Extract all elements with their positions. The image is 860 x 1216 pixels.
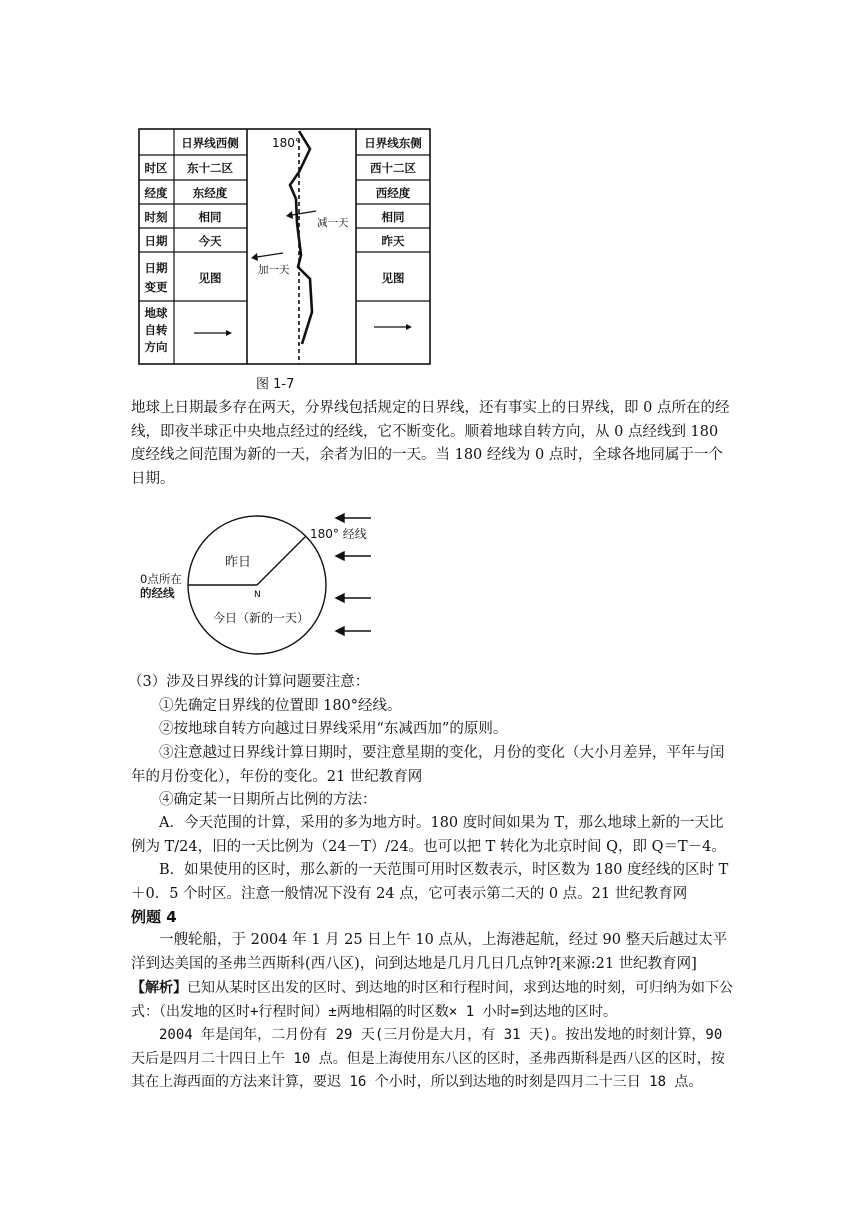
note-item-2: ②按地球自转方向越过日界线采用“东减西加”的原则。 — [159, 721, 508, 737]
note-item-3: ③注意越过日界线计算日期时，要注意星期的变化，月份的变化（大小月差异，平年与闰年的月份变化），年份的变化。21 世纪教育网 — [131, 745, 725, 785]
row-label-time: 时刻 — [144, 210, 168, 224]
example-answer: 2004 年是闰年，二月份有 29 天(三月份是大月，有 31 天)。按出发地的时刻计算，90 天后是四月二十四日上午 10 点。但是上海使用东八区的区时，圣弗西斯科是西八区的区时，按其在上海西面的方法来计算，要迟 16 个小时，所以到达地的时刻是四月二十三日 18 点。 — [131, 1027, 725, 1091]
row-label-rotation — [145, 306, 168, 354]
east-timezone: 西十二区 — [370, 161, 416, 175]
row-label-date-change — [145, 261, 168, 294]
example-analysis — [131, 977, 737, 1024]
analysis-text: 已知从某时区出发的区时、到达地的时区和行程时间，求到达地的时刻，可归纳为如下公式：（出发地的区时+行程时间）±两地相隔的时区数× 1 小时=到达地的区时。 — [131, 980, 733, 1020]
notes-heading: （3）涉及日界线的计算问题要注意： — [128, 674, 370, 690]
row-label-date: 日期 — [144, 234, 168, 248]
svg-text:地球: 地球 — [144, 306, 168, 320]
example-title: 例题 4 — [131, 908, 177, 926]
note-item-1: ①先确定日界线的位置即 180°经线。 — [159, 698, 402, 714]
svg-text:自转: 自转 — [144, 323, 168, 337]
add-day-arrow-icon — [251, 253, 283, 261]
pole-label: N — [254, 590, 261, 600]
note-item-4: ④确定某一日期所占比例的方法： — [159, 792, 377, 808]
meridian-180-radius — [257, 536, 306, 585]
note-item-b: B．如果使用的区时，那么新的一天范围可用时区数表示，时区数为 180 度经线的区时 T＋0．5 个时区。注意一般情况下没有 24 点，它可表示第二天的 0 点。21 世纪教育网 — [131, 862, 729, 902]
analysis-label: 【解析】 — [131, 980, 187, 996]
zero-line-label-1: 0点所在 — [140, 572, 182, 586]
intro-paragraph: 地球上日期最多存在两天，分界线包括规定的日界线，还有事实上的日界线，即 0 点所在的经线，即夜半球正中央地点经过的经线，它不断变化。顺着地球自转方向，从 0 点经线到 180 度经线之间范围为新的一天，余者为旧的一天。当 180 经线为 0 点时，全球各地同属于一个日期。 — [131, 400, 730, 487]
yesterday-label: 昨日 — [225, 555, 252, 570]
west-header: 日界线西侧 — [181, 136, 239, 150]
example-question: 一艘轮船，于 2004 年 1 月 25 日上午 10 点从，上海港起航，经过 90 整天后越过太平洋到达美国的圣弗兰西斯科(西八区)，问到达地是几月几日几点钟?[来源:21 世纪教育网] — [131, 932, 728, 972]
row-label-longitude: 经度 — [144, 186, 168, 200]
figure-caption: 图 1-7 — [256, 377, 295, 392]
west-time: 相同 — [198, 210, 222, 224]
east-header: 日界线东侧 — [364, 136, 422, 150]
meridian-180-label-2: 180° 经线 — [310, 527, 367, 541]
svg-text:日期: 日期 — [144, 261, 168, 275]
east-time: 相同 — [381, 210, 405, 224]
date-circle-figure — [130, 505, 380, 665]
east-date-change: 见图 — [381, 271, 405, 285]
note-item-a: A．今天范围的计算，采用的多为地方时。180 度时间如果为 T，那么地球上新的一天比例为 T/24，旧的一天比例为（24－T）/24。也可以把 T 转化为北京时间 Q，即 Q＝T－4。 — [131, 815, 726, 855]
svg-text:变更: 变更 — [144, 280, 168, 294]
date-line-table-figure — [138, 127, 434, 367]
west-timezone: 东十二区 — [187, 161, 233, 175]
subtract-day-arrow-icon — [286, 211, 316, 219]
subtract-day-label: 减一天 — [317, 217, 349, 229]
west-rotation-arrow-icon — [194, 330, 232, 336]
today-label: 今日（新的一天） — [213, 611, 310, 625]
actual-date-line — [290, 131, 312, 344]
meridian-180-label: 180° — [272, 136, 301, 150]
east-date: 昨天 — [381, 234, 405, 248]
east-longitude: 西经度 — [375, 186, 411, 200]
east-rotation-arrow-icon — [374, 324, 412, 330]
west-date-change: 见图 — [198, 271, 222, 285]
west-longitude: 东经度 — [192, 186, 228, 200]
zero-line-label-2: 的经线 — [140, 586, 175, 600]
svg-text:方向: 方向 — [144, 340, 168, 354]
west-date: 今天 — [198, 234, 222, 248]
row-label-timezone: 时区 — [144, 161, 168, 175]
add-day-label: 加一天 — [258, 264, 290, 276]
